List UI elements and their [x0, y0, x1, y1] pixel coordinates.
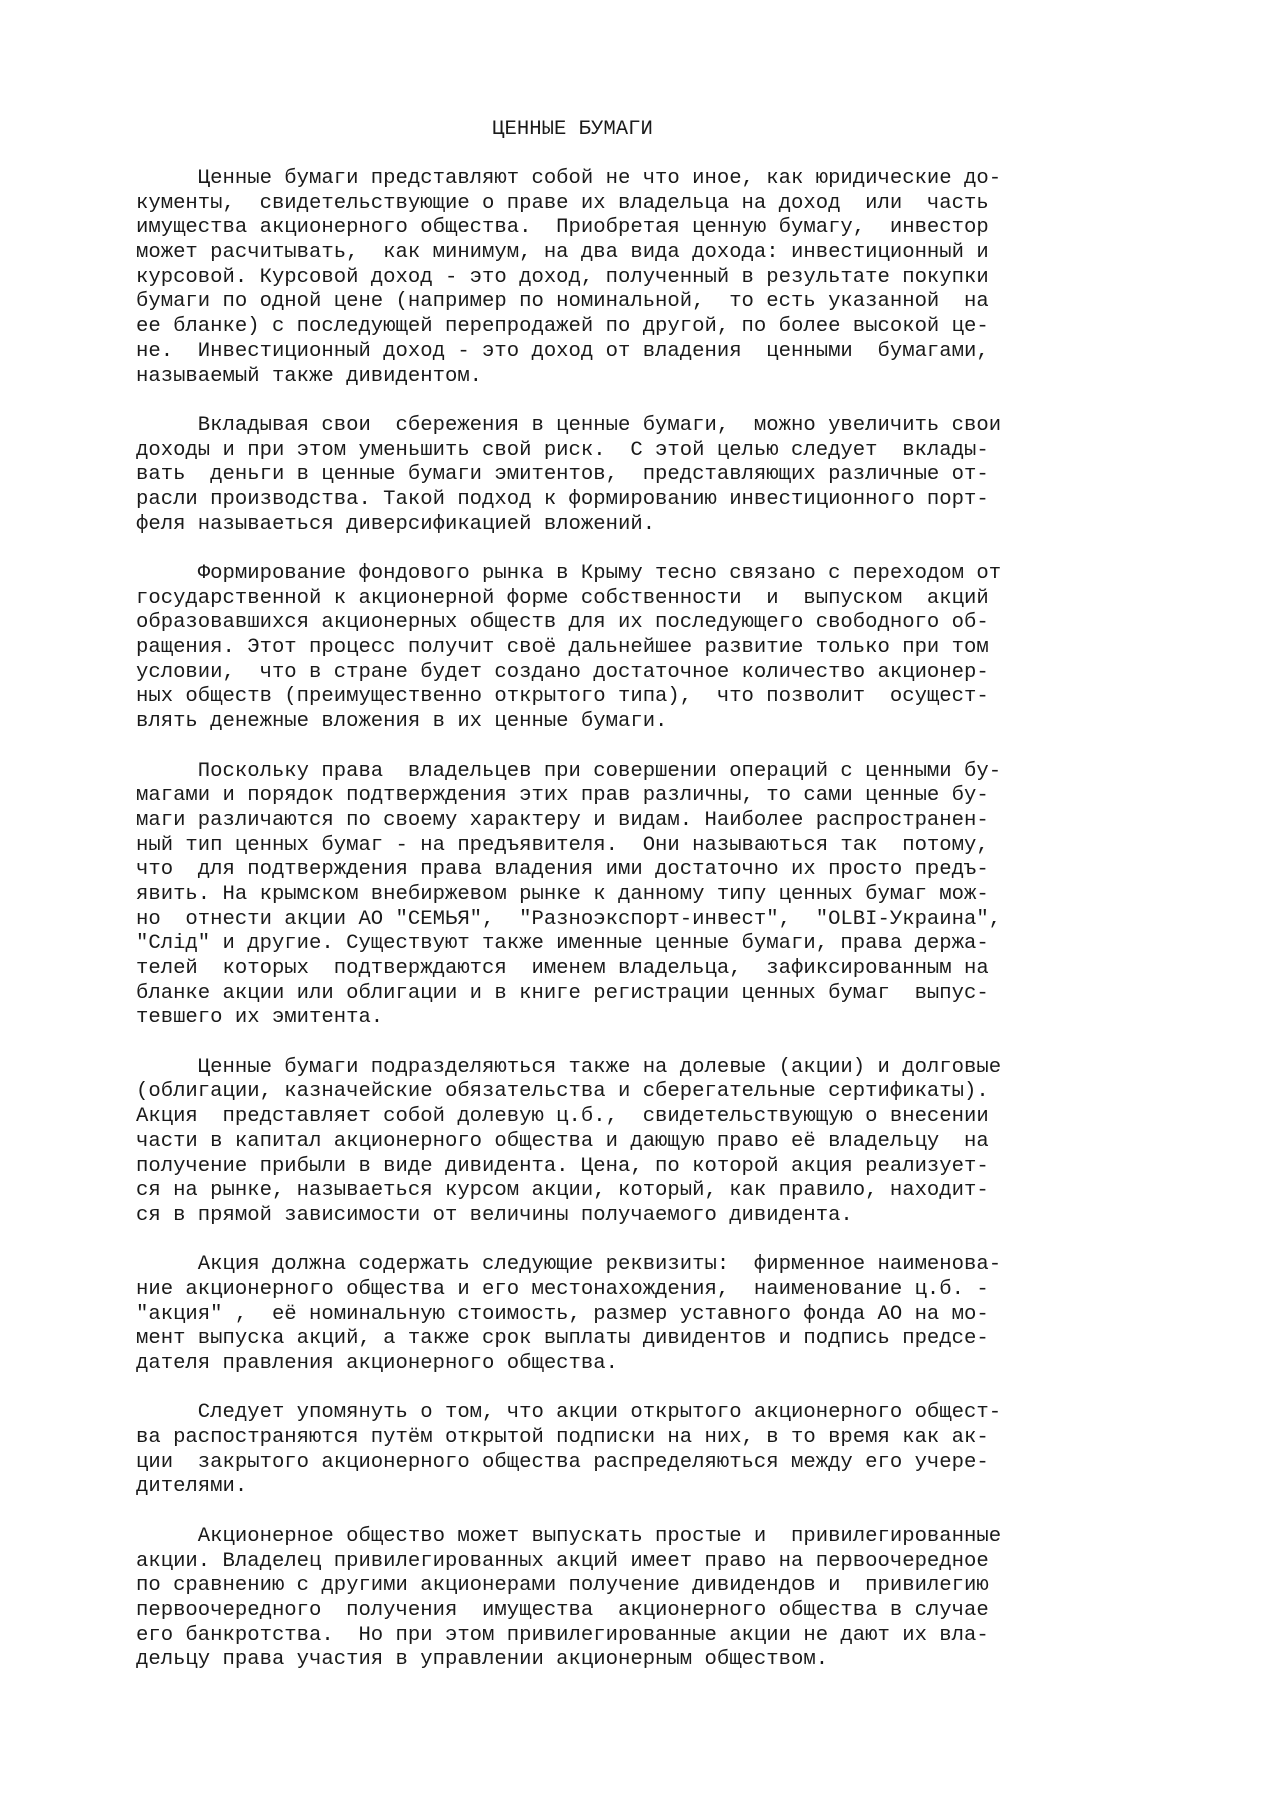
text-line: Акционерное общество может выпускать простые и привилегированные — [136, 1524, 1002, 1548]
document-title: ЦЕННЫЕ БУМАГИ — [492, 118, 653, 141]
text-line: явить. На крымском внебиржевом рынке к данному типу ценных бумаг мож- — [136, 882, 989, 906]
text-line: Акция представляет собой долевую ц.б., свидетельствующую о внесении — [136, 1105, 989, 1129]
text-line: дателя правления акционерного общества. — [136, 1352, 618, 1375]
text-line: маги различаются по своему характеру и видам. Наиболее распространен- — [136, 808, 989, 832]
text-line: что для подтверждения права владения ими достаточно их просто предъ- — [136, 858, 989, 882]
paragraph-5 — [136, 1056, 1236, 1229]
text-line: ции закрытого акционерного общества распределяються между его учере- — [136, 1450, 989, 1474]
text-line: государственной к акционерной форме собственности и выпуском акций — [136, 586, 989, 610]
text-line: кументы, свидетельствующие о праве их владельца на доход или часть — [136, 191, 989, 215]
text-line: влять денежные вложения в их ценные бумаги. — [136, 710, 668, 734]
paragraph-6 — [136, 1253, 1236, 1376]
paragraph-2 — [136, 414, 1236, 537]
text-line: Следует упомянуть о том, что акции открытого акционерного общест- — [136, 1401, 1002, 1425]
text-line: ва распостраняются путём открытой подписки на них, в то время как ак- — [136, 1426, 989, 1450]
text-line: дельцу права участия в управлении акционерным обществом. — [136, 1648, 829, 1672]
paragraph-4 — [136, 760, 1236, 1032]
text-line: (облигации, казначейские обязательства и сберегательные сертификаты). — [136, 1080, 989, 1104]
text-line: курсовой. Курсовой доход - это доход, полученный в результате покупки — [136, 265, 989, 289]
document-body — [136, 167, 1236, 1698]
text-line: Ценные бумаги подразделяються также на долевые (акции) и долговые — [136, 1055, 1002, 1079]
text-line: образовавшихся акционерных обществ для их последующего свободного об- — [136, 611, 989, 635]
text-line: условии, что в стране будет создано достаточное количество акционер- — [136, 660, 989, 684]
text-line: дителями. — [136, 1475, 248, 1499]
text-line: но отнести акции АО "СЕМЬЯ", "Разноэкспорт-инвест", "OLBI-Украина", — [136, 907, 1002, 931]
text-line: ся на рынке, называеться курсом акции, который, как правило, находит- — [136, 1179, 989, 1203]
text-line: Акция должна содержать следующие реквизиты: фирменное наименова- — [136, 1253, 1002, 1277]
text-line: ся в прямой зависимости от величины получаемого дивидента. — [136, 1203, 853, 1227]
text-line: ее бланке) с последующей перепродажей по другой, по более высокой це- — [136, 315, 989, 339]
text-line: Формирование фондового рынка в Крыму тесно связано с переходом от — [136, 562, 1002, 585]
text-line: мент выпуска акций, а также срок выплаты дивидентов и подпись предсе- — [136, 1327, 989, 1351]
text-line: телей которых подтверждаются именем владельца, зафиксированным на — [136, 957, 989, 980]
text-line: по сравнению с другими акционерами получение дивидендов и привилегию — [136, 1574, 989, 1598]
text-line: бумаги по одной цене (например по номинальной, то есть указанной на — [136, 290, 989, 314]
text-line: не. Инвестиционный доход - это доход от владения ценными бумагами, — [136, 339, 989, 363]
text-line: Ценные бумаги представляют собой не что иное, как юридические до- — [136, 167, 1002, 190]
paragraph-7 — [136, 1401, 1236, 1500]
text-line: "Слiд" и другие. Существуют также именные ценные бумаги, права держа- — [136, 932, 989, 956]
text-line: первоочередного получения имущества акционерного общества в случае — [136, 1598, 989, 1622]
paragraph-8 — [136, 1525, 1236, 1673]
text-line: получение прибыли в виде дивидента. Цена, по которой акция реализует- — [136, 1154, 989, 1178]
text-line: феля называеться диверсификацией вложений. — [136, 512, 656, 536]
paragraph-1 — [136, 167, 1236, 389]
text-line: вать деньги в ценные бумаги эмитентов, представляющих различные от- — [136, 463, 989, 487]
text-line: имущества акционерного общества. Приобретая ценную бумагу, инвестор — [136, 216, 989, 240]
text-line: ных обществ (преимущественно открытого типа), что позволит осущест- — [136, 685, 989, 709]
text-line: ращения. Этот процесс получит своё дальнейшее развитие только при том — [136, 636, 989, 660]
text-line: расли производства. Такой подход к формированию инвестиционного порт- — [136, 487, 989, 511]
text-line: называемый также дивидентом. — [136, 364, 483, 388]
text-line: тевшего их эмитента. — [136, 1006, 384, 1030]
text-line: ние акционерного общества и его местонахождения, наименование ц.б. - — [136, 1277, 989, 1301]
paragraph-3 — [136, 562, 1236, 735]
text-line: бланке акции или облигации и в книге регистрации ценных бумаг выпус- — [136, 981, 989, 1005]
text-line: части в капитал акционерного общества и дающую право её владельцу на — [136, 1129, 989, 1153]
text-line: может расчитывать, как минимум, на два вида дохода: инвестиционный и — [136, 241, 989, 265]
text-line: ный тип ценных бумаг - на предъявителя. Они называються так потому, — [136, 833, 989, 857]
text-line: акции. Владелец привилегированных акций имеет право на первоочередное — [136, 1549, 989, 1573]
text-line: Поскольку права владельцев при совершении операций с ценными бу- — [136, 759, 1002, 783]
text-line: магами и порядок подтверждения этих прав различны, то сами ценные бу- — [136, 784, 989, 808]
text-line: Вкладывая свои сбережения в ценные бумаги, можно увеличить свои — [136, 413, 1002, 437]
text-line: его банкротства. Но при этом привилегированные акции не дают их вла- — [136, 1623, 989, 1647]
text-line: доходы и при этом уменьшить свой риск. С этой целью следует вклады- — [136, 438, 989, 462]
text-line: "акция" , её номинальную стоимость, размер уставного фонда АО на мо- — [136, 1302, 989, 1326]
